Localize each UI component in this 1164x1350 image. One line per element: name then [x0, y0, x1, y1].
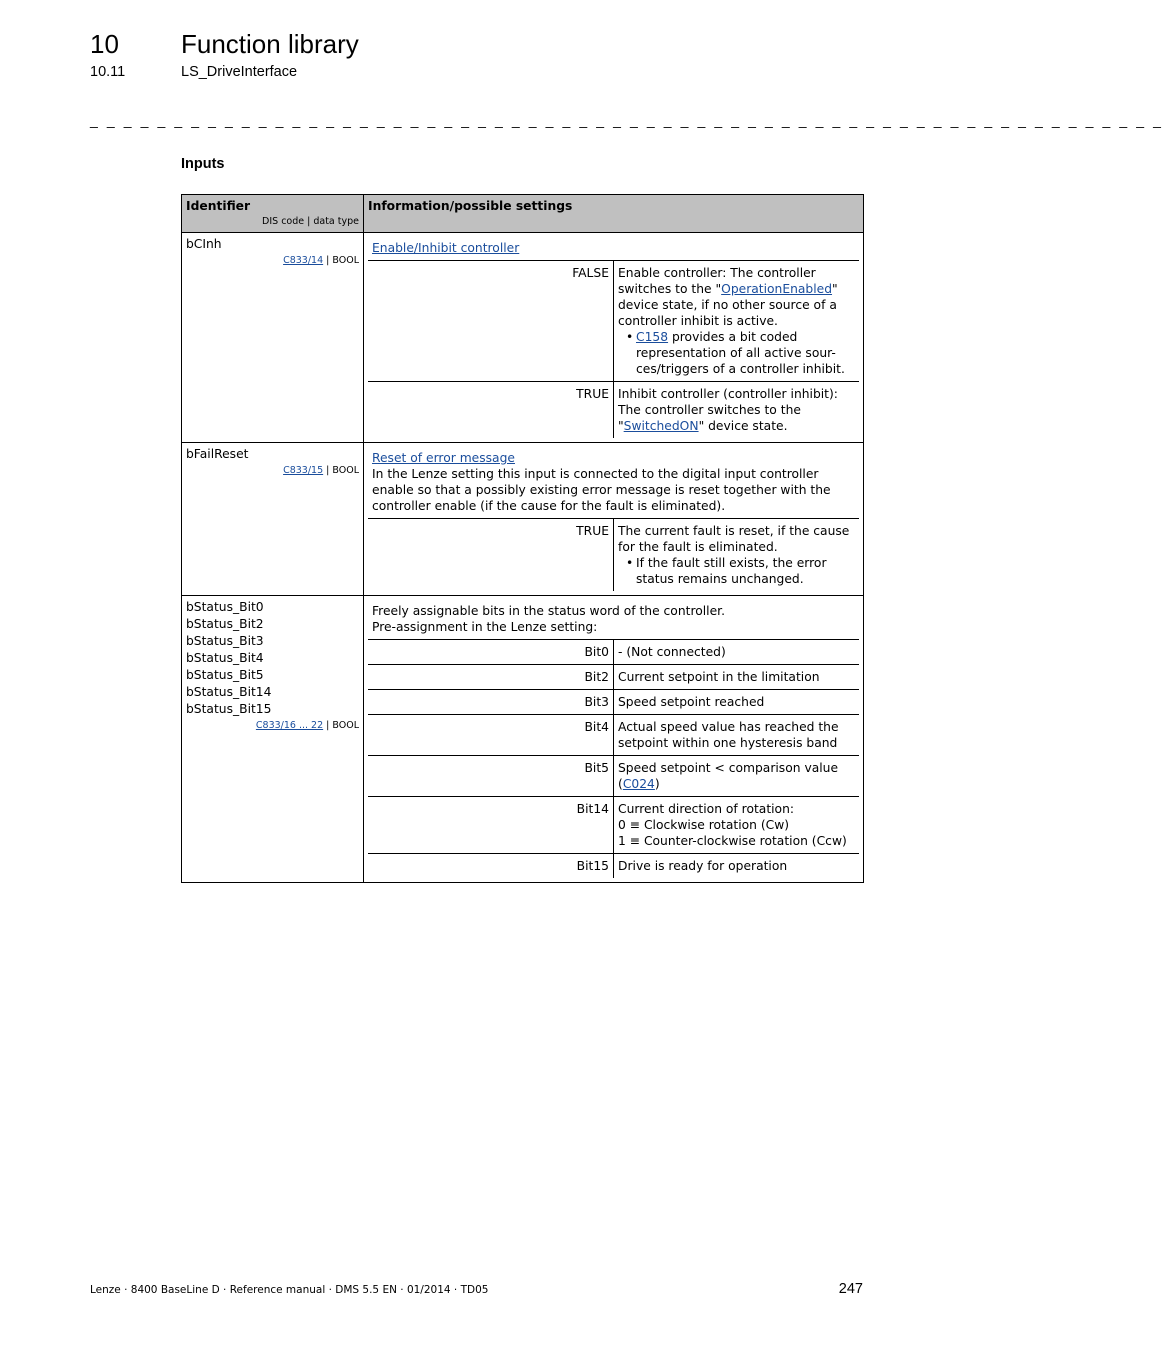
intro-cell: [368, 446, 859, 519]
setting-value: Bit3: [368, 690, 614, 715]
setting-value: Bit14: [368, 797, 614, 854]
identifier-name: bStatus_Bit5: [186, 668, 264, 682]
state-link[interactable]: OperationEnabled: [721, 282, 833, 296]
intro-link[interactable]: Enable/Inhibit controller: [372, 241, 520, 255]
data-type: | BOOL: [326, 255, 359, 266]
identifier-name: bFailReset: [186, 447, 249, 461]
intro-link[interactable]: Reset of error message: [372, 451, 515, 465]
setting-row: [368, 519, 859, 592]
setting-value: Bit0: [368, 640, 614, 665]
settings-table: [368, 599, 859, 878]
identifier-name: bStatus_Bit14: [186, 685, 272, 699]
setting-value: Bit4: [368, 715, 614, 756]
setting-text: Speed setpoint reached: [614, 690, 860, 715]
setting-text: Drive is ready for operation: [614, 854, 860, 879]
setting-value: Bit2: [368, 665, 614, 690]
code-line: [186, 254, 359, 267]
setting-text: Current direction of rotation: 0 ≡ Clockwise rotation (Cw) 1 ≡ Counter-clockwise rotation (Ccw): [614, 797, 860, 854]
setting-text: Inhibit controller (controller inhibit): The controller switches to the "SwitchedON" device state.: [614, 382, 860, 439]
intro-text: In the Lenze setting this input is connected to the digital input controller enable so that a possibly existing error message is reset together with the controller enable (if the cause for the fault is eliminated).: [372, 467, 831, 513]
settings-table: [368, 236, 859, 438]
code-link[interactable]: C158: [636, 330, 669, 344]
identifier-name: bStatus_Bit0: [186, 600, 264, 614]
identifier-header-label: Identifier: [186, 199, 251, 213]
table-header-row: [182, 195, 864, 233]
table-row: [182, 596, 864, 883]
setting-value: TRUE: [368, 519, 614, 592]
setting-row: [368, 797, 859, 854]
identifier-cell: [182, 596, 364, 883]
inputs-heading: Inputs: [181, 156, 225, 172]
identifier-name: bStatus_Bit3: [186, 634, 264, 648]
setting-text: Enable controller: The controller switches to the "OperationEnabled" device state, if no other source of a controller inhibit is active. • C158 provides a bit coded representation of all active sour-ces/triggers of a controller inhibit.: [614, 261, 860, 382]
info-cell: [364, 596, 864, 883]
setting-value: TRUE: [368, 382, 614, 439]
identifier-header: [182, 195, 364, 233]
setting-row: [368, 756, 859, 797]
identifier-header-sub: DIS code | data type: [262, 216, 359, 227]
info-cell: [364, 233, 864, 443]
section-number: 10.11: [90, 64, 126, 80]
code-link[interactable]: C833/16 ... 22: [255, 720, 324, 731]
footer-text: Lenze · 8400 BaseLine D · Reference manual · DMS 5.5 EN · 01/2014 · TD05: [90, 1284, 489, 1296]
dashed-separator: _ _ _ _ _ _ _ _ _ _ _ _ _ _ _ _ _ _ _ _ _ _ _ _ _ _ _ _ _ _ _ _ _ _ _ _ _ _ _ _ _ _ _ _ _ _ _ _ _ _ _ _ _ _ _ _ _ _ _ _ _ _ _ _: [90, 112, 1164, 128]
code-link[interactable]: C833/14: [283, 255, 324, 266]
setting-row: [368, 640, 859, 665]
setting-text: - (Not connected): [614, 640, 860, 665]
identifier-name: bCInh: [186, 237, 222, 251]
setting-value: FALSE: [368, 261, 614, 382]
identifier-name: bStatus_Bit4: [186, 651, 264, 665]
data-type: | BOOL: [326, 465, 359, 476]
chapter-number: 10: [90, 29, 119, 59]
info-cell: [364, 443, 864, 596]
code-line: [186, 719, 359, 732]
intro-cell: [368, 236, 859, 261]
code-line: [186, 464, 359, 477]
info-header: Information/possible settings: [364, 195, 864, 233]
setting-text: Speed setpoint < comparison value (C024): [614, 756, 860, 797]
code-link[interactable]: C833/15: [283, 465, 324, 476]
setting-row: [368, 715, 859, 756]
identifier-cell: [182, 233, 364, 443]
setting-row: [368, 382, 859, 439]
setting-row: [368, 854, 859, 879]
intro-cell: Freely assignable bits in the status word of the controller. Pre-assignment in the Lenze setting:: [372, 604, 725, 634]
setting-value: Bit5: [368, 756, 614, 797]
setting-row: [368, 261, 859, 382]
table-row: [182, 443, 864, 596]
identifier-cell: [182, 443, 364, 596]
bullet-item: • C158 provides a bit coded representation of all active sour-ces/triggers of a controller inhibit.: [618, 329, 855, 377]
table-row: [182, 233, 864, 443]
setting-value: Bit15: [368, 854, 614, 879]
identifier-name: bStatus_Bit2: [186, 617, 264, 631]
state-link[interactable]: SwitchedON: [623, 419, 699, 433]
setting-text: Actual speed value has reached the setpoint within one hysteresis band: [614, 715, 860, 756]
chapter-title: Function library: [181, 29, 359, 59]
identifier-name: bStatus_Bit15: [186, 702, 272, 716]
section-title: LS_DriveInterface: [181, 64, 298, 80]
bullet-item: • If the fault still exists, the error status remains unchanged.: [618, 555, 855, 587]
setting-row: [368, 665, 859, 690]
setting-text: Current setpoint in the limitation: [614, 665, 860, 690]
data-type: | BOOL: [326, 720, 359, 731]
setting-row: [368, 690, 859, 715]
setting-text: The current fault is reset, if the cause for the fault is eliminated. • If the fault still exists, the error status remains unchanged.: [614, 519, 860, 592]
code-link[interactable]: C024: [622, 777, 655, 791]
inputs-table: [181, 194, 864, 883]
settings-table: [368, 446, 859, 591]
page-number: 247: [838, 1281, 863, 1297]
